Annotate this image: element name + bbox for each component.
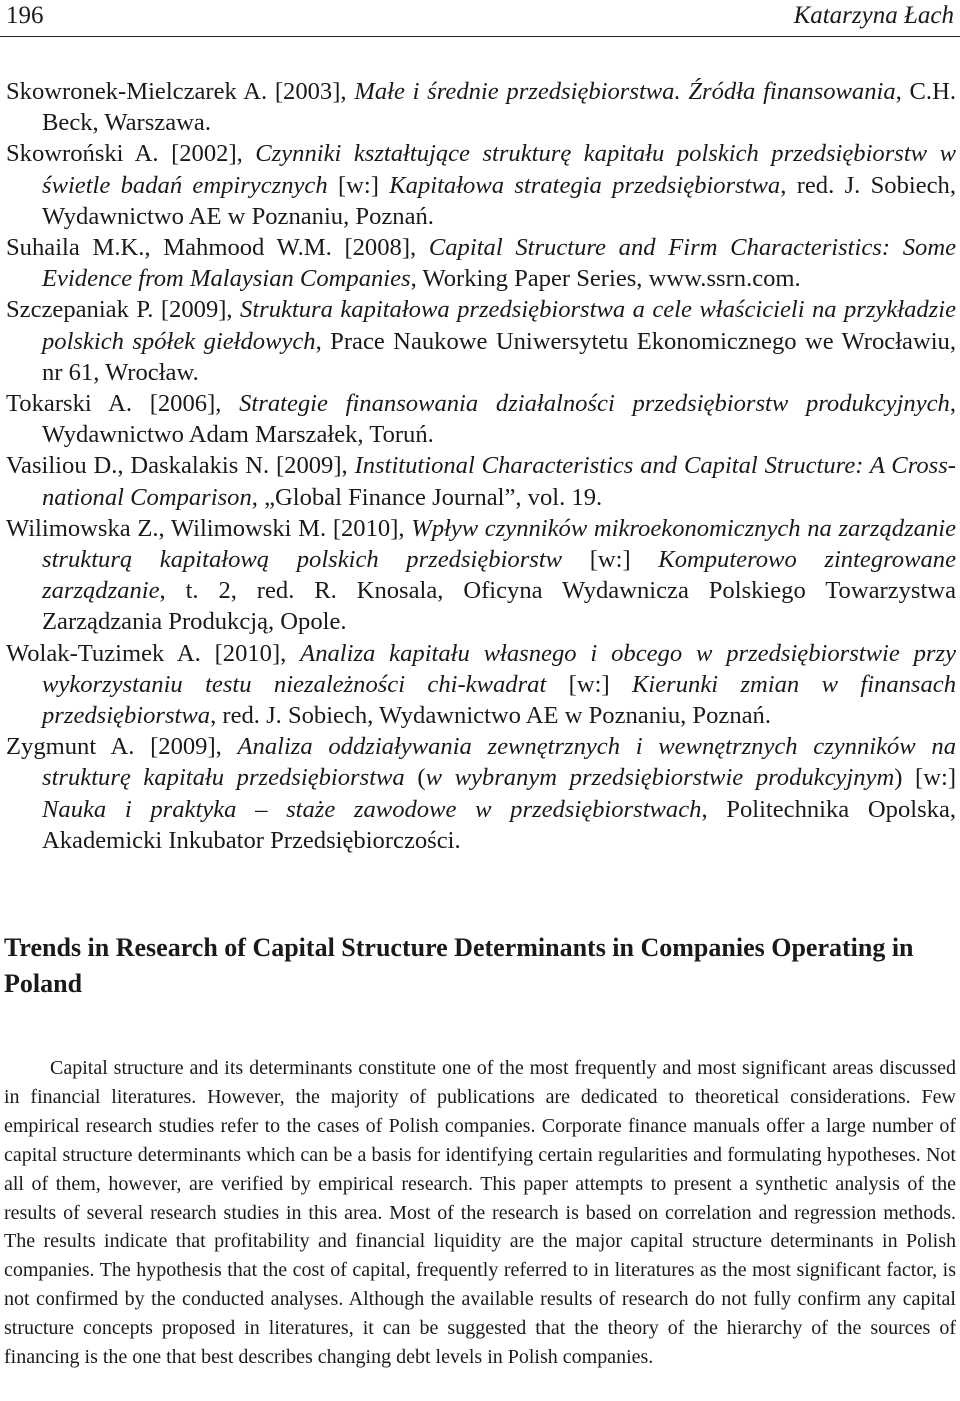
ref-authors: Skowroński A. [2002], [6,140,256,168]
ref-authors: Vasiliou D., Daskalakis N. [2009], [6,452,355,480]
ref-authors: Tokarski A. [2006], [6,390,240,418]
abstract-section [4,930,956,1372]
reference-item [6,294,956,388]
reference-item [6,450,956,512]
reference-item [6,388,956,450]
ref-authors: Szczepaniak P. [2009], [6,296,241,324]
ref-publisher: , „Global Finance Journal”, vol. 19. [251,483,603,511]
ref-title: Wpływ czynników mikroekonomicznych na zarządzanie strukturą kapitałową polskich przedsiębiorstw [42,514,957,574]
ref-publisher: , Wydawnictwo Adam Marszałek, Toruń. [42,390,956,449]
ref-connector: [w:] [562,546,659,574]
abstract-title: Trends in Research of Capital Structure Determinants in Companies Operating in Poland [4,933,914,998]
reference-list [6,76,956,856]
ref-publisher: , red. J. Sobiech, Wydawnictwo AE w Poznaniu, Poznań. [42,171,957,230]
reference-item [6,513,956,638]
ref-connector: [w:] [327,171,390,199]
ref-title: Institutional Characteristics and Capital Structure: A Cross-national Comparison [42,452,956,511]
abstract-body: Capital structure and its determinants constitute one of the most frequently and most significant areas discussed in financial literatures. However, the majority of publications are dedicated to theoretical considerations. Few empirical research studies refer to the cases of Polish companies. Corporate finance manuals offer a large number of capital structure determinants which can be a basis for identifying certain regularities and formulating hypotheses. Not all of them, however, are verified by empirical research. This paper attempts to present a synthetic analysis of the results of several research studies in this area. Most of the research is based on correlation and regression methods. The results indicate that profitability and financial liquidity are the major capital structure determinants in Polish companies. The hypothesis that the cost of capital, frequently referred to in literatures as the most significant factor, is not confirmed by the conducted analyses. Although the available results of research do not fully confirm any capital structure concepts proposed in literatures, it can be suggested that the theory of the hierarchy of the sources of financing is the one that best describes changing debt levels in Polish companies. [4,1057,956,1369]
ref-authors: Skowronek-Mielczarek A. [2003], [6,78,355,105]
reference-item [6,232,956,294]
running-head: Katarzyna Łach [793,2,954,29]
ref-title: Strategie finansowania działalności przedsiębiorstw produkcyjnych [239,390,950,418]
ref-publisher: , C.H. Beck, Warszawa. [42,78,956,137]
ref-authors: Suhaila M.K., Mahmood W.M. [2008], [6,234,429,262]
ref-book-title: Kapitałowa strategia przedsiębiorstwa [389,171,781,199]
ref-book-title: Kierunki zmian w finansach przedsiębiorstwa [42,670,957,730]
ref-title: Analiza kapitału własnego i obcego w przedsiębiorstwie przy wykorzystaniu testu niezależności chi-kwadrat [42,639,956,698]
ref-publisher: , Prace Naukowe Uniwersytetu Ekonomicznego we Wrocławiu, nr 61, Wrocław. [42,327,956,386]
ref-connector: [w:] [546,670,633,698]
reference-item [6,76,956,138]
reference-item [6,731,956,856]
ref-publisher: , red. J. Sobiech, Wydawnictwo AE w Poznaniu, Poznań. [210,702,771,730]
page-number: 196 [6,2,44,29]
ref-title: Małe i średnie przedsiębiorstwa. Źródła finansowania [354,78,896,105]
ref-connector: ) [w:] [894,764,957,792]
page-header [0,0,960,37]
ref-title: Czynniki kształtujące strukturę kapitału polskich przedsiębiorstw w świetle badań empirycznych [42,140,956,199]
ref-authors: Zygmunt A. [2009], [6,733,238,761]
ref-connector: ( [404,764,426,792]
ref-title: Analiza oddziaływania zewnętrznych i wewnętrznych czynników na strukturę kapitału przedsiębiorstwa [42,733,956,792]
reference-item [6,638,956,732]
ref-publisher: , Politechnika Opolska, Akademicki Inkubator Przedsiębiorczości. [42,795,957,854]
ref-authors: Wilimowska Z., Wilimowski M. [2010], [6,514,412,542]
ref-book-title: Nauka i praktyka – staże zawodowe w przedsiębiorstwach [42,795,702,823]
ref-publisher: , Working Paper Series, www.ssrn.com. [410,265,801,293]
ref-title: Struktura kapitałowa przedsiębiorstwa a cele właścicieli na przykładzie polskich spółek giełdowych [42,296,956,355]
ref-title: Capital Structure and Firm Characteristics: Some Evidence from Malaysian Companies [42,234,956,293]
reference-item [6,138,956,232]
ref-publisher: , t. 2, red. R. Knosala, Oficyna Wydawnicza Polskiego Towarzystwa Zarządzania Produkcją, Opole. [42,577,956,636]
ref-authors: Wolak-Tuzimek A. [2010], [6,639,301,667]
ref-book-title: Komputerowo zintegrowane zarządzanie [42,546,956,605]
ref-subtitle: w wybranym przedsiębiorstwie produkcyjnym [425,764,895,792]
